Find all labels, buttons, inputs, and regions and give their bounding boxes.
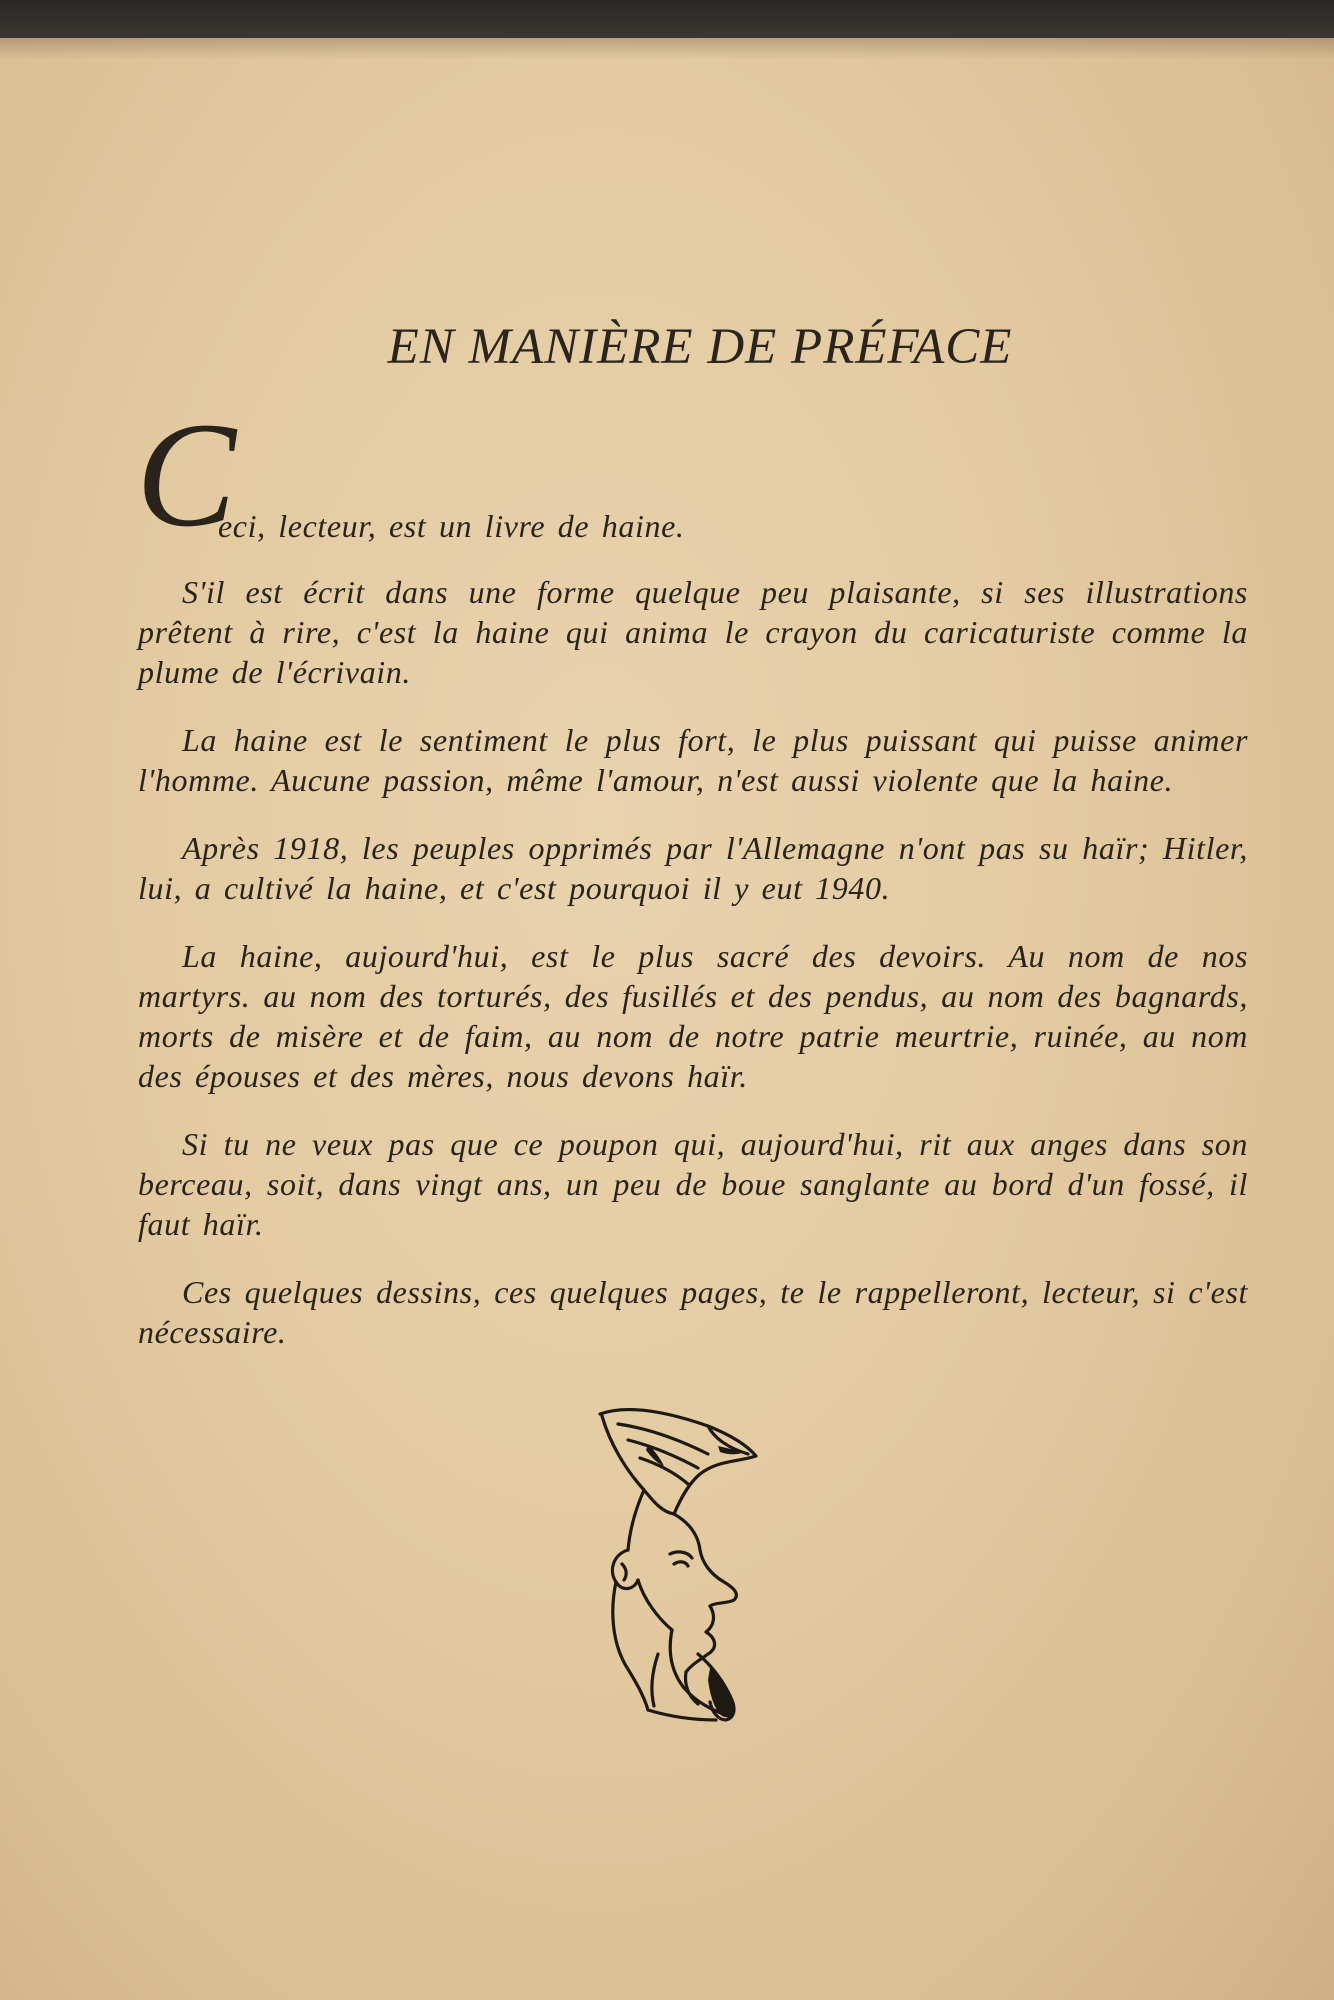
paragraph-3: La haine est le sentiment le plus fort, le plus puissant qui puisse animer l'homme. Aucune passion, même l'amour, n'est aussi violente que la haine. <box>138 722 1248 798</box>
scan-background-edge <box>0 0 1334 40</box>
paragraph-2: S'il est écrit dans une forme quelque peu plaisante, si ses illustrations prêtent à rire, c'est la haine qui anima le crayon du caricaturiste comme la plume de l'écrivain. <box>138 574 1248 690</box>
preface-body <box>136 392 1248 1380</box>
paragraph-1 <box>136 392 1248 558</box>
drop-cap: C <box>136 392 237 558</box>
caricature-head-sketch-icon <box>588 1404 778 1724</box>
paragraph-1-text: eci, lecteur, est un livre de haine. <box>218 508 685 544</box>
page-title: EN MANIÈRE DE PRÉFACE <box>387 319 1013 375</box>
paragraph-6: Si tu ne veux pas que ce poupon qui, aujourd'hui, rit aux anges dans son berceau, soit, dans vingt ans, un peu de boue sanglante au bord d'un fossé, il faut haïr. <box>138 1126 1248 1242</box>
paragraph-5: La haine, aujourd'hui, est le plus sacré des devoirs. Au nom de nos martyrs. au nom des torturés, des fusillés et des pendus, au nom des bagnards, morts de misère et de faim, au nom de notre patrie meurtrie, ruinée, au nom des épouses et des mères, nous devons haïr. <box>138 938 1248 1094</box>
page-top-shadow <box>0 38 1334 60</box>
paragraph-7: Ces quelques dessins, ces quelques pages, te le rappelleront, lecteur, si c'est nécessaire. <box>138 1274 1248 1350</box>
paragraph-4: Après 1918, les peuples opprimés par l'Allemagne n'ont pas su haïr; Hitler, lui, a cultivé la haine, et c'est pourquoi il y eut 1940. <box>138 830 1248 906</box>
